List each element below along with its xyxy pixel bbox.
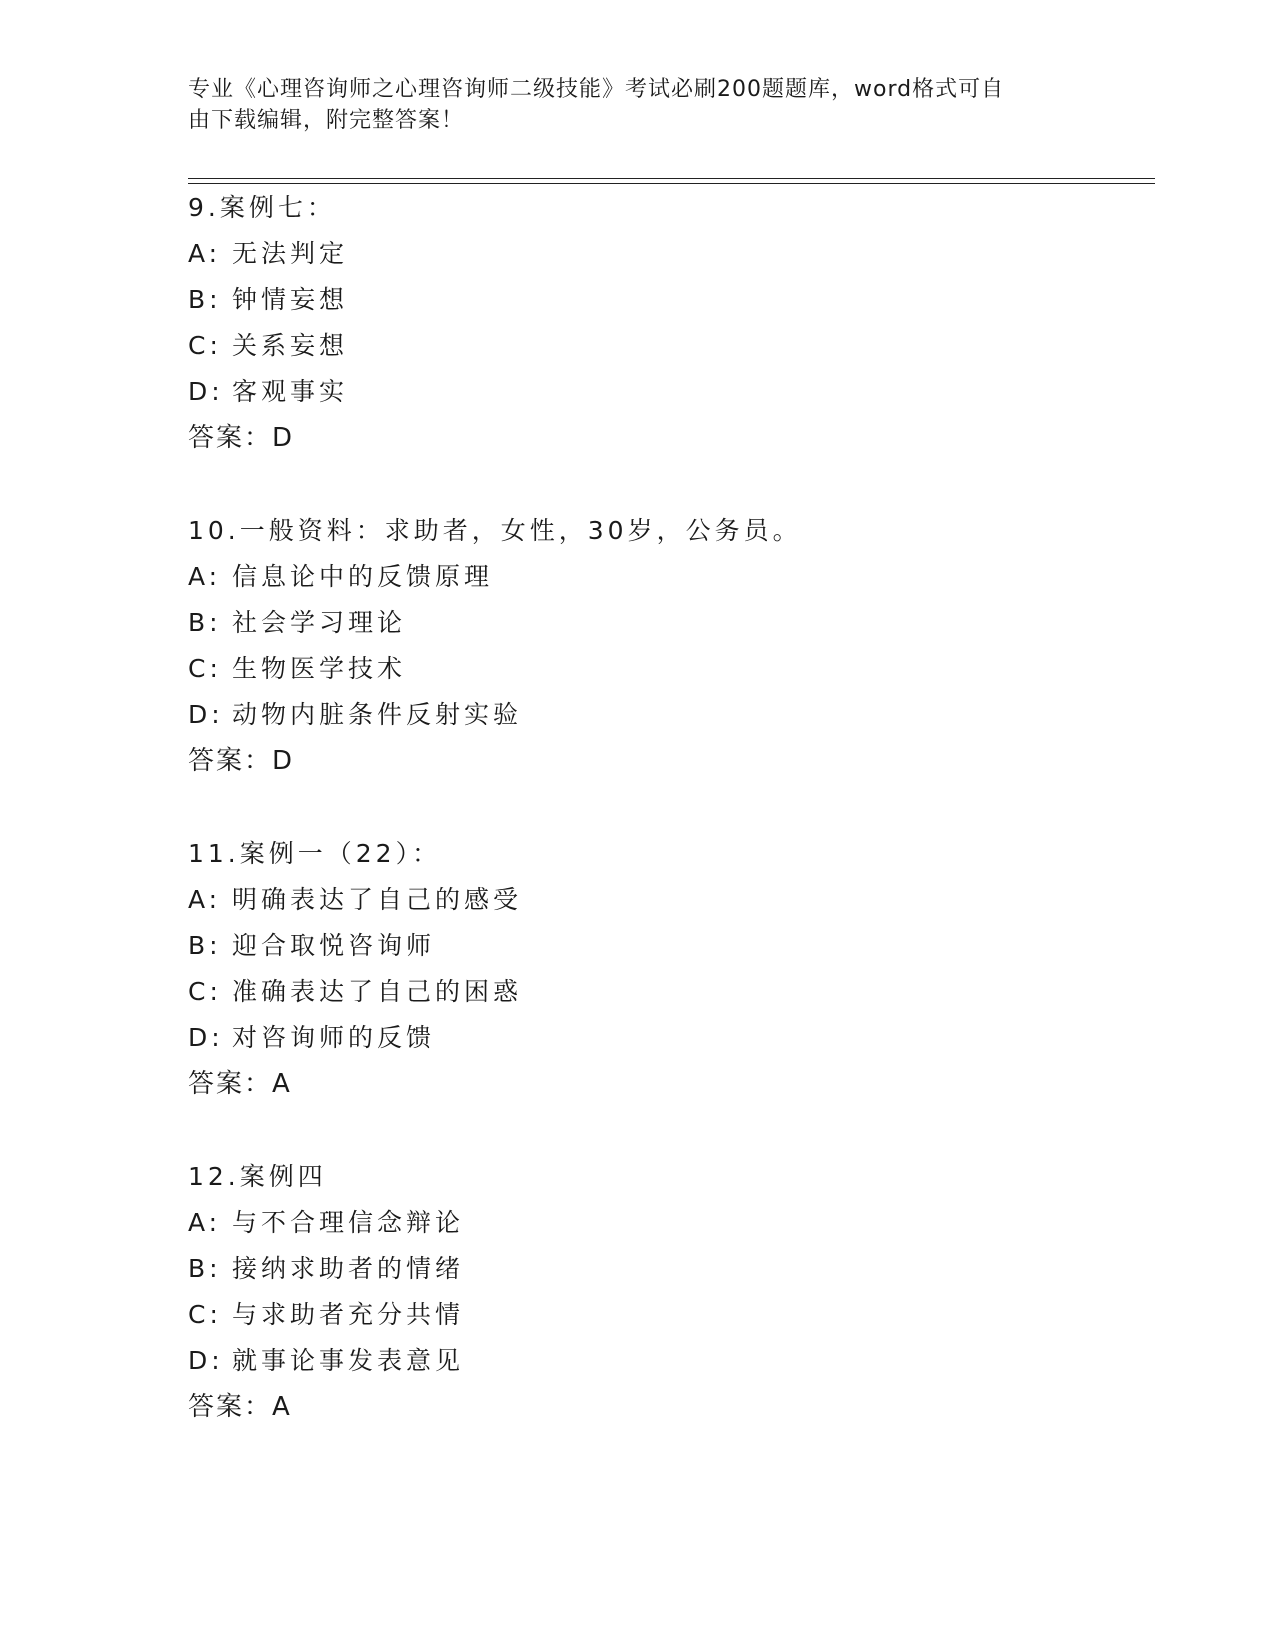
option-c: C: 关系妄想 [188, 331, 349, 360]
question-stem: 9.案例七： [188, 193, 336, 222]
answer-line: 答案：A [188, 1392, 292, 1422]
option-b: B: 钟情妄想 [188, 285, 349, 314]
option-d: D: 客观事实 [188, 377, 349, 406]
option-a: A: 与不合理信念辩论 [188, 1208, 465, 1237]
question-10 [188, 508, 1148, 784]
option-c: C: 生物医学技术 [188, 654, 407, 683]
option-d: D: 对咨询师的反馈 [188, 1023, 436, 1052]
option-b: B: 迎合取悦咨询师 [188, 931, 436, 960]
question-stem: 12.案例四 [188, 1162, 327, 1191]
question-stem: 10.一般资料：求助者，女性，30岁，公务员。 [188, 516, 802, 545]
option-c: C: 与求助者充分共情 [188, 1300, 465, 1329]
answer-line: 答案：D [188, 746, 295, 776]
option-c: C: 准确表达了自己的困惑 [188, 977, 523, 1006]
document-header [188, 74, 1088, 136]
question-12 [188, 1154, 1148, 1430]
question-9 [188, 185, 1148, 461]
answer-line: 答案：D [188, 423, 295, 453]
question-stem: 11.案例一（22）： [188, 839, 442, 868]
divider-top [188, 178, 1155, 179]
question-11 [188, 831, 1148, 1107]
option-d: D: 就事论事发表意见 [188, 1346, 465, 1375]
option-b: B: 社会学习理论 [188, 608, 407, 637]
answer-line: 答案：A [188, 1069, 292, 1099]
divider-bottom [188, 183, 1155, 184]
option-a: A: 明确表达了自己的感受 [188, 885, 523, 914]
option-a: A: 信息论中的反馈原理 [188, 562, 494, 591]
option-d: D: 动物内脏条件反射实验 [188, 700, 523, 729]
option-a: A: 无法判定 [188, 239, 349, 268]
header-line-2: 由下载编辑，附完整答案！ [188, 108, 465, 133]
header-line-1: 专业《心理咨询师之心理咨询师二级技能》考试必刷200题题库，word格式可自 [188, 77, 1005, 102]
option-b: B: 接纳求助者的情绪 [188, 1254, 465, 1283]
